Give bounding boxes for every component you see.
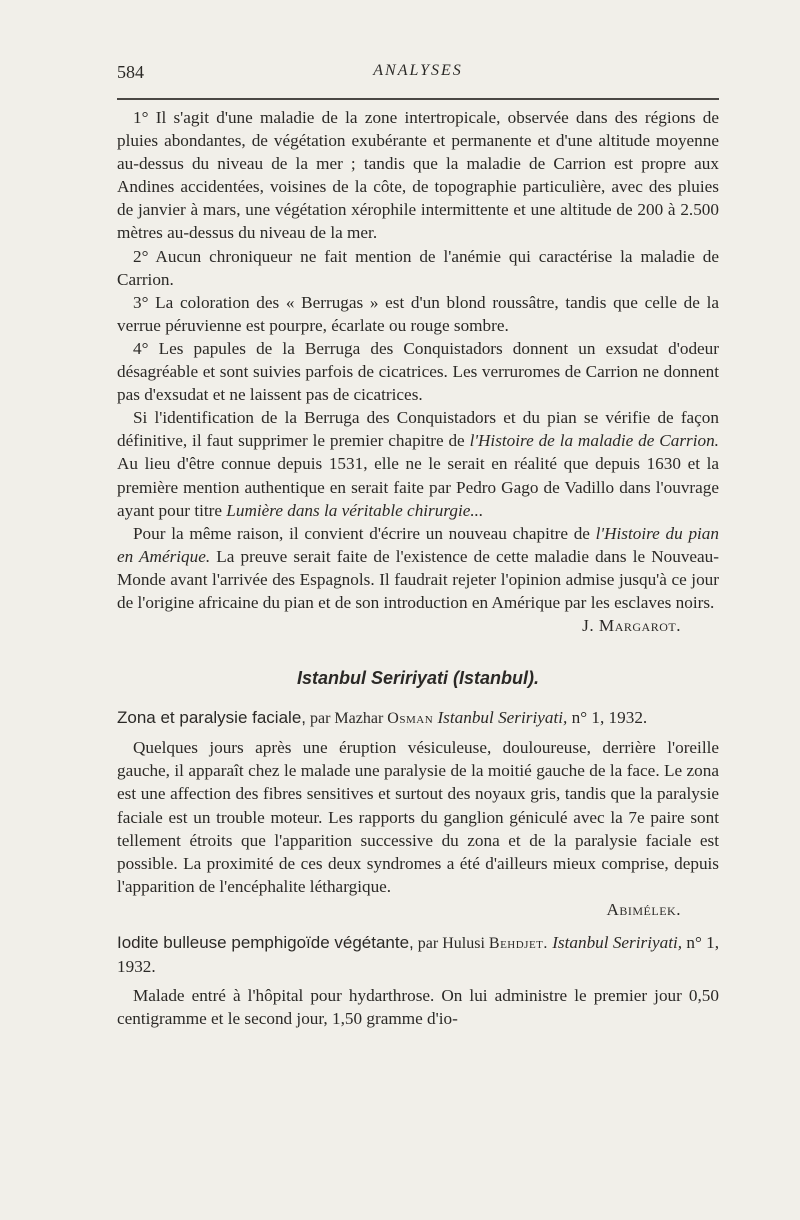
article-2-body: Malade entré à l'hôpital pour hydarthrose. On lui administre le premier jour 0,50 centigramme et le second jour, 1,50 gramme d'io- — [117, 986, 719, 1029]
review-paragraph-6-text-a: Pour la même raison, il convient d'écrire un nouveau chapitre de — [133, 523, 596, 543]
article-2-heading — [117, 931, 719, 978]
book-title-lumiere: Lumière dans la véritable chirurgie... — [226, 500, 484, 520]
review-paragraph-5 — [117, 406, 719, 521]
page-number: 584 — [117, 62, 144, 82]
article-1-title: Zona et paralysie faciale, — [117, 708, 306, 728]
article-1-source: Istanbul Seririyati, — [433, 708, 568, 728]
journal-title: Istanbul Seririyati (Istanbul). — [296, 668, 540, 689]
review-paragraph-3: 3° La coloration des « Berrugas » est d'un blond roussâtre, tandis que celle de la verrue péruvienne est pourpre, écarlate ou rouge sombre. — [117, 292, 719, 335]
main-content — [117, 106, 719, 1030]
article-2-by: par Hulusi — [413, 935, 489, 952]
article-1-by: par Mazhar — [306, 710, 388, 728]
review-paragraph-4: 4° Les papules de la Berruga des Conquistadors donnent un exsudat d'odeur désagréable et sont suivies parfois de cicatrices. Les verruromes de Carrion ne donnent pas d'exsudat et ne laissent pas de cicatrices. — [117, 338, 719, 405]
header-rule — [117, 98, 719, 100]
article-2-source: Istanbul Seririyati, — [547, 933, 683, 952]
article-2-author: Behdjet. — [488, 935, 548, 952]
article-1-author: Osman — [387, 710, 434, 728]
page-header — [117, 62, 719, 92]
review-paragraph-6-text-b: La preuve serait faite de l'existence de cette maladie dans le Nouveau-Monde avant l'arrivée des Espagnols. Il faudrait rejeter l'opinion admise jusqu'à ce jour de l'origine africaine du pian et de son introduction en Amérique par les esclaves noirs. — [117, 546, 719, 612]
review-paragraph-5-text-b: Au lieu d'être connue depuis 1531, elle ne le serait en réalité que depuis 1630 et la première mention authentique en serait faite par Pedro Gago de Vadillo dans l'ouvrage ayant pour titre — [117, 454, 719, 520]
review-paragraph-2: 2° Aucun chroniqueur ne fait mention de l'anémie qui caractérise la maladie de Carrion. — [117, 246, 719, 289]
book-title-carrion: l'Histoire de la maladie de Carrion. — [469, 431, 719, 451]
review-paragraph-5-text-a: Si l'identification de la Berruga des Conquistadors et du pian se vérifie de façon définitive, il faut supprimer le premier chapitre de — [117, 408, 719, 451]
book-title-pian: l'Histoire du pian en Amérique. — [117, 523, 719, 566]
running-title: ANALYSES — [373, 62, 463, 79]
article-1-heading — [117, 706, 719, 730]
review-signature: J. Margarot. — [582, 616, 681, 636]
review-paragraph-1: 1° Il s'agit d'une maladie de la zone intertropicale, observée dans des régions de pluies abondantes, de végétation exubérante et permanente et d'une altitude moyenne au-dessus du niveau de la mer ; tandis que la maladie de Carrion est propre aux Andines accidentées, voisines de la côte, de topographie particulière, avec des pluies de janvier à mars, une végétation xérophile intermittente et une altitude de 200 à 2.500 mètres au-dessus du niveau de la mer. — [117, 108, 719, 243]
article-1-signature: Abimélek. — [606, 899, 681, 919]
article-1-body: Quelques jours après une éruption vésiculeuse, douloureuse, derrière l'oreille gauche, il apparaît chez le malade une paralysie de la moitié gauche de la face. Le zona est une affection des fibres sensitives et surtout des noyaux gris, tandis que la paralysie faciale est un trouble moteur. Les rapports du ganglion géniculé avec la 7e paire sont tellement étroits que l'apparition successive du zona et de la paralysie faciale est possible. La proximité de ces deux syndromes a été d'ailleurs mieux comprise, depuis l'apparition de l'encéphalite léthargique. — [117, 738, 719, 896]
article-2-title: Iodite bulleuse pemphigoïde végétante, — [117, 933, 414, 952]
article-2-issue: n° 1, 1932. — [117, 933, 719, 977]
article-1-issue: n° 1, 1932. — [567, 708, 648, 728]
review-paragraph-6 — [117, 522, 719, 614]
